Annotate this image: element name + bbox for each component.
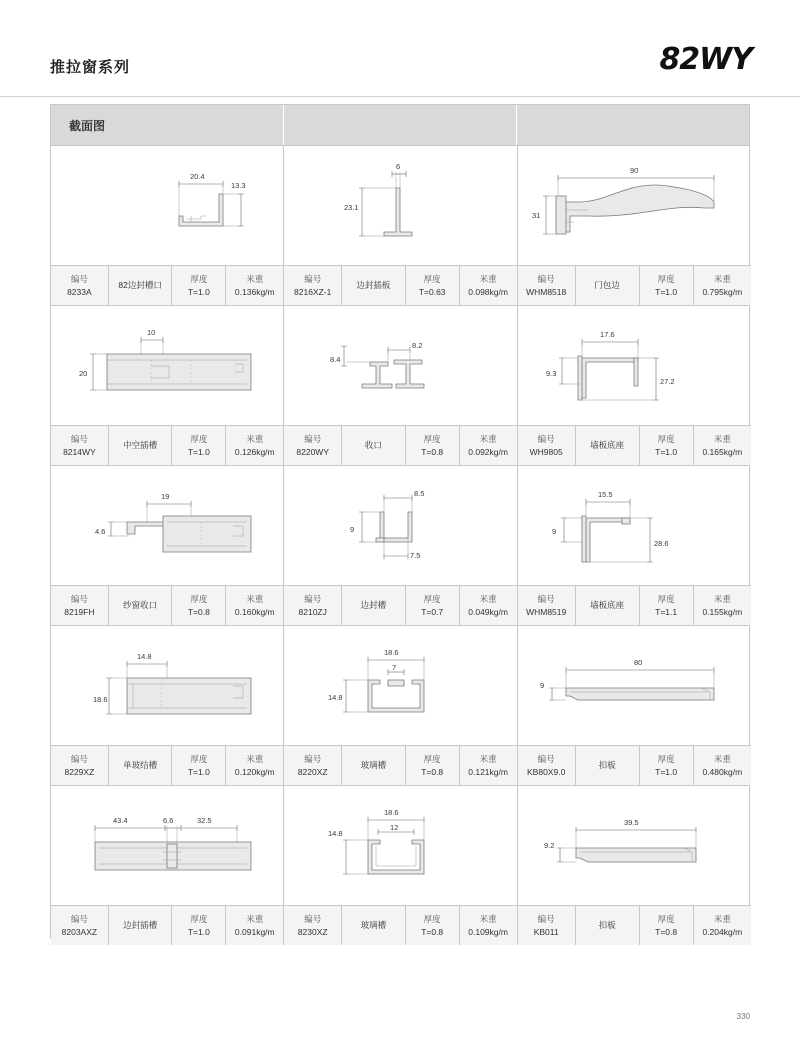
- profile-drawing: [284, 786, 516, 905]
- profile-drawing: [284, 626, 516, 745]
- spec-weight-value: 0.155kg/m: [702, 606, 743, 617]
- profile-drawing: [518, 626, 751, 745]
- spec-weight-value: 0.121kg/m: [468, 766, 508, 777]
- spec-weight: [460, 746, 517, 785]
- spec-thickness-value: T=0.7: [421, 606, 444, 617]
- spec-code-value: 8220XZ: [297, 766, 328, 777]
- spec-weight: [460, 266, 517, 305]
- spec-weight-value: 0.049kg/m: [468, 606, 508, 617]
- spec-thickness: [172, 426, 226, 465]
- svg-text:9.3: 9.3: [545, 369, 557, 378]
- svg-text:14.8: 14.8: [328, 829, 343, 838]
- svg-text:13.3: 13.3: [231, 181, 246, 190]
- svg-text:7: 7: [392, 663, 397, 672]
- svg-text:18.6: 18.6: [93, 695, 108, 704]
- spec-code-label: 编号: [70, 593, 88, 604]
- spec-weight-value: 0.165kg/m: [702, 446, 743, 457]
- svg-text:18.6: 18.6: [384, 648, 399, 657]
- spec-code-value: 8230XZ: [297, 926, 328, 937]
- svg-text:6: 6: [396, 162, 401, 171]
- spec-code: [284, 266, 342, 305]
- spec-strip: [518, 905, 751, 945]
- spec-code-value: 8220WY: [296, 446, 329, 457]
- spec-thickness-value: T=1.0: [187, 286, 210, 297]
- spec-thickness-label: 厚度: [657, 433, 675, 444]
- spec-name: [342, 746, 406, 785]
- spec-thickness-label: 厚度: [423, 433, 441, 444]
- spec-weight-value: 0.480kg/m: [702, 766, 743, 777]
- spec-weight-label: 米重: [713, 433, 731, 444]
- spec-name-value: 边封插板: [356, 280, 391, 291]
- spec-code-label: 编号: [304, 273, 322, 284]
- spec-name: [109, 586, 173, 625]
- svg-text:31: 31: [531, 211, 540, 220]
- spec-thickness-label: 厚度: [423, 593, 441, 604]
- spec-weight-label: 米重: [246, 913, 264, 924]
- spec-weight: [226, 426, 283, 465]
- svg-text:12: 12: [390, 823, 399, 832]
- svg-text:9.2: 9.2: [543, 841, 555, 850]
- spec-code-label: 编号: [304, 753, 322, 764]
- spec-strip: [518, 585, 751, 625]
- series-code: 82WY: [659, 42, 752, 77]
- spec-thickness-value: T=1.0: [187, 446, 210, 457]
- spec-thickness-label: 厚度: [190, 433, 208, 444]
- spec-thickness-label: 厚度: [657, 273, 675, 284]
- spec-thickness-value: T=1.0: [655, 766, 678, 777]
- spec-weight-label: 米重: [246, 593, 264, 604]
- profile-cell: [518, 626, 751, 785]
- spec-weight-label: 米重: [246, 433, 264, 444]
- page-number: 330: [736, 1012, 750, 1021]
- profile-drawing: [284, 146, 516, 265]
- spec-thickness: [640, 906, 694, 945]
- spec-thickness-value: T=0.8: [421, 766, 444, 777]
- spec-code: [518, 426, 576, 465]
- spec-weight-value: 0.126kg/m: [234, 446, 275, 457]
- profile-cell: [284, 626, 517, 785]
- spec-strip: [284, 585, 516, 625]
- spec-strip: [51, 745, 283, 785]
- svg-text:9: 9: [350, 525, 355, 534]
- spec-name-value: 扣板: [598, 920, 616, 931]
- spec-code-label: 编号: [304, 433, 322, 444]
- svg-text:23.1: 23.1: [344, 203, 359, 212]
- spec-strip: [518, 265, 751, 305]
- spec-name: [576, 426, 640, 465]
- spec-weight-value: 0.092kg/m: [468, 446, 508, 457]
- spec-name: [109, 426, 173, 465]
- profile-cell: [518, 786, 751, 945]
- spec-thickness-label: 厚度: [657, 753, 675, 764]
- svg-text:4.6: 4.6: [95, 527, 106, 536]
- spec-weight: [694, 906, 751, 945]
- spec-thickness: [172, 906, 226, 945]
- spec-weight-label: 米重: [479, 273, 497, 284]
- svg-text:8.4: 8.4: [330, 355, 341, 364]
- svg-text:27.2: 27.2: [659, 377, 675, 386]
- spec-name-value: 墙板底座: [590, 600, 625, 611]
- profile-drawing: [51, 466, 283, 585]
- spec-name-value: 单玻结槽: [123, 760, 158, 771]
- svg-text:14.8: 14.8: [137, 652, 152, 661]
- svg-text:8.2: 8.2: [412, 341, 423, 350]
- spec-weight: [226, 746, 283, 785]
- profile-cell: [284, 786, 517, 945]
- profile-drawing: [51, 306, 283, 425]
- spec-thickness-value: T=0.63: [418, 286, 446, 297]
- spec-weight-label: 米重: [246, 753, 264, 764]
- table-row: [51, 145, 749, 305]
- spec-thickness-value: T=1.0: [655, 286, 678, 297]
- spec-name-value: 门包边: [594, 280, 620, 291]
- svg-text:9: 9: [539, 681, 544, 690]
- spec-code-label: 编号: [537, 593, 555, 604]
- page-title: 推拉窗系列: [50, 59, 131, 76]
- spec-thickness-label: 厚度: [190, 273, 208, 284]
- spec-code: [518, 746, 576, 785]
- profile-drawing: [284, 306, 516, 425]
- spec-code: [51, 266, 109, 305]
- profile-drawing: [284, 466, 516, 585]
- spec-weight-value: 0.136kg/m: [234, 286, 275, 297]
- band-cell-3: [517, 105, 749, 145]
- spec-strip: [284, 265, 516, 305]
- profile-cell: [51, 626, 284, 785]
- profile-cell: [51, 786, 284, 945]
- profile-drawing: [51, 146, 283, 265]
- spec-code-value: WH9805: [529, 446, 563, 457]
- profile-drawing: [518, 306, 751, 425]
- spec-strip: [284, 905, 516, 945]
- spec-weight-label: 米重: [479, 593, 497, 604]
- spec-thickness: [406, 746, 460, 785]
- band-cell-2: [284, 105, 517, 145]
- spec-code-label: 编号: [70, 913, 88, 924]
- spec-weight: [694, 586, 751, 625]
- svg-text:20: 20: [79, 369, 88, 378]
- spec-code: [51, 746, 109, 785]
- spec-strip: [51, 425, 283, 465]
- spec-name-value: 玻璃槽: [360, 760, 387, 771]
- spec-name: [576, 746, 640, 785]
- profile-drawing: [518, 786, 751, 905]
- spec-code-label: 编号: [70, 273, 88, 284]
- spec-name: [342, 266, 406, 305]
- spec-code: [51, 586, 109, 625]
- spec-code-value: KB80X9.0: [527, 766, 566, 777]
- spec-name-value: 边封槽: [360, 600, 387, 611]
- spec-name-value: 收口: [364, 440, 382, 451]
- profile-cell: [518, 306, 751, 465]
- spec-weight-value: 0.098kg/m: [468, 286, 508, 297]
- spec-name-value: 边封插槽: [123, 920, 158, 931]
- spec-code-value: 8229XZ: [64, 766, 95, 777]
- spec-name-value: 墙板底座: [590, 440, 625, 451]
- spec-thickness-label: 厚度: [423, 753, 441, 764]
- spec-weight: [226, 266, 283, 305]
- spec-thickness-label: 厚度: [657, 913, 675, 924]
- spec-thickness: [640, 586, 694, 625]
- spec-code: [51, 906, 109, 945]
- section-label: 截面图: [69, 118, 106, 133]
- spec-weight-label: 米重: [479, 433, 497, 444]
- spec-thickness-label: 厚度: [657, 593, 675, 604]
- spec-code: [518, 586, 576, 625]
- spec-code-value: 8216XZ-1: [294, 286, 332, 297]
- spec-name: [576, 586, 640, 625]
- spec-thickness: [640, 746, 694, 785]
- spec-weight-value: 0.204kg/m: [702, 926, 743, 937]
- spec-strip: [518, 745, 751, 785]
- spec-name: [576, 906, 640, 945]
- profile-cell: [284, 306, 517, 465]
- spec-strip: [51, 905, 283, 945]
- spec-weight: [460, 906, 517, 945]
- spec-thickness-value: T=1.0: [655, 446, 678, 457]
- spec-strip: [51, 585, 283, 625]
- spec-code: [284, 426, 342, 465]
- svg-text:10: 10: [147, 328, 156, 337]
- spec-name-value: 82边封槽口: [118, 280, 162, 291]
- spec-thickness: [172, 266, 226, 305]
- svg-text:9: 9: [551, 527, 556, 536]
- spec-weight-label: 米重: [246, 273, 264, 284]
- table-band: [51, 105, 749, 145]
- svg-text:80: 80: [633, 658, 642, 667]
- table-row: [51, 785, 749, 945]
- svg-text:14.8: 14.8: [328, 693, 343, 702]
- spec-code-label: 编号: [304, 593, 322, 604]
- spec-name: [342, 906, 406, 945]
- spec-name: [109, 746, 173, 785]
- spec-code: [51, 426, 109, 465]
- spec-weight-value: 0.120kg/m: [234, 766, 275, 777]
- svg-text:15.5: 15.5: [597, 490, 613, 499]
- spec-thickness: [406, 426, 460, 465]
- spec-code: [284, 906, 342, 945]
- spec-weight-value: 0.109kg/m: [468, 926, 508, 937]
- spec-name: [342, 586, 406, 625]
- spec-weight-value: 0.795kg/m: [702, 286, 743, 297]
- svg-text:8.5: 8.5: [414, 489, 425, 498]
- spec-thickness-label: 厚度: [190, 593, 208, 604]
- spec-code-label: 编号: [304, 913, 322, 924]
- table-row: [51, 625, 749, 785]
- profile-cell: [51, 146, 284, 305]
- spec-code-label: 编号: [537, 913, 555, 924]
- svg-text:32.5: 32.5: [197, 816, 212, 825]
- spec-thickness-value: T=0.8: [655, 926, 678, 937]
- spec-weight-value: 0.160kg/m: [234, 606, 275, 617]
- band-cell-section: [51, 105, 284, 145]
- spec-thickness-label: 厚度: [423, 913, 441, 924]
- spec-weight: [226, 906, 283, 945]
- spec-thickness: [640, 426, 694, 465]
- profile-cell: [51, 306, 284, 465]
- spec-code-value: 8219FH: [64, 606, 95, 617]
- spec-code: [518, 266, 576, 305]
- profile-cell: [51, 466, 284, 625]
- spec-thickness: [172, 746, 226, 785]
- svg-text:6.6: 6.6: [163, 816, 174, 825]
- spec-thickness: [640, 266, 694, 305]
- spec-name-value: 扣板: [598, 760, 616, 771]
- spec-code-label: 编号: [537, 273, 555, 284]
- spec-code-label: 编号: [537, 753, 555, 764]
- spec-strip: [518, 425, 751, 465]
- table-row: [51, 465, 749, 625]
- svg-text:43.4: 43.4: [113, 816, 128, 825]
- spec-weight-label: 米重: [479, 913, 497, 924]
- svg-text:28.6: 28.6: [653, 539, 669, 548]
- spec-thickness-label: 厚度: [190, 753, 208, 764]
- spec-thickness: [406, 906, 460, 945]
- spec-weight: [460, 426, 517, 465]
- profile-drawing: [51, 786, 283, 905]
- spec-weight-label: 米重: [479, 753, 497, 764]
- svg-text:90: 90: [629, 166, 638, 175]
- spec-thickness: [172, 586, 226, 625]
- profile-cell: [284, 146, 517, 305]
- profile-drawing: [518, 466, 751, 585]
- profile-cell: [518, 466, 751, 625]
- profile-drawing: [51, 626, 283, 745]
- spec-name-value: 玻璃槽: [360, 920, 387, 931]
- svg-text:17.6: 17.6: [599, 330, 615, 339]
- spec-thickness-value: T=1.0: [187, 926, 210, 937]
- spec-code-value: 8233A: [67, 286, 92, 297]
- spec-strip: [284, 745, 516, 785]
- spec-name: [342, 426, 406, 465]
- spec-code-value: 8214WY: [63, 446, 96, 457]
- spec-weight: [694, 266, 751, 305]
- spec-thickness: [406, 266, 460, 305]
- spec-weight-label: 米重: [713, 753, 731, 764]
- spec-code-value: KB011: [533, 926, 559, 937]
- spec-name-value: 中空插槽: [123, 440, 158, 451]
- spec-code-label: 编号: [537, 433, 555, 444]
- spec-thickness-label: 厚度: [423, 273, 441, 284]
- table-row: [51, 305, 749, 465]
- spec-thickness: [406, 586, 460, 625]
- spec-name: [109, 906, 173, 945]
- spec-strip: [51, 265, 283, 305]
- spec-weight-value: 0.091kg/m: [234, 926, 275, 937]
- svg-text:18.6: 18.6: [384, 808, 399, 817]
- spec-code-label: 编号: [70, 433, 88, 444]
- profile-drawing: [518, 146, 751, 265]
- spec-code: [284, 746, 342, 785]
- spec-thickness-value: T=0.8: [421, 446, 444, 457]
- header-divider: [0, 96, 800, 97]
- spec-strip: [284, 425, 516, 465]
- spec-thickness-value: T=1.0: [187, 766, 210, 777]
- spec-weight: [694, 746, 751, 785]
- spec-thickness-value: T=0.8: [421, 926, 444, 937]
- spec-code: [284, 586, 342, 625]
- svg-text:39.5: 39.5: [623, 818, 639, 827]
- spec-thickness-value: T=1.1: [655, 606, 678, 617]
- profile-cell: [518, 146, 751, 305]
- svg-text:7.5: 7.5: [410, 551, 421, 560]
- spec-code-label: 编号: [70, 753, 88, 764]
- spec-code: [518, 906, 576, 945]
- spec-code-value: WHM8518: [526, 286, 567, 297]
- page-header: [0, 0, 800, 96]
- spec-name-value: 纱窗收口: [123, 600, 158, 611]
- spec-weight-label: 米重: [713, 593, 731, 604]
- spec-thickness-value: T=0.8: [187, 606, 210, 617]
- spec-weight-label: 米重: [713, 273, 731, 284]
- spec-code-value: 8210ZJ: [298, 606, 327, 617]
- spec-weight: [460, 586, 517, 625]
- svg-text:19: 19: [161, 492, 170, 501]
- profile-cell: [284, 466, 517, 625]
- svg-text:20.4: 20.4: [190, 172, 205, 181]
- spec-thickness-label: 厚度: [190, 913, 208, 924]
- spec-name: [576, 266, 640, 305]
- spec-weight-label: 米重: [713, 913, 731, 924]
- spec-weight: [226, 586, 283, 625]
- profile-table: [50, 104, 750, 939]
- spec-name: [109, 266, 173, 305]
- spec-code-value: WHM8519: [526, 606, 567, 617]
- spec-weight: [694, 426, 751, 465]
- spec-code-value: 8203AXZ: [61, 926, 98, 937]
